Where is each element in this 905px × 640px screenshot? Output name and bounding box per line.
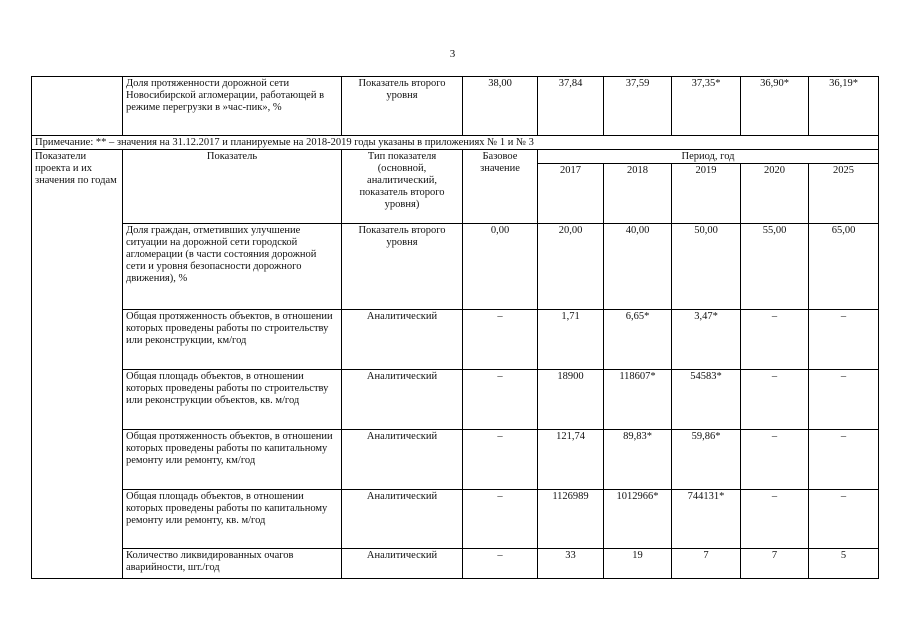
value-2019: 59,86*: [672, 430, 741, 490]
value-2018: 37,59: [604, 77, 672, 136]
indicator-type: Аналитический: [342, 430, 463, 490]
value-2017: 37,84: [538, 77, 604, 136]
indicator-name: Доля протяженности дорожной сети Новосибирской агломерации, работающей в режиме перегрузки в »час-пик», %: [123, 77, 342, 136]
value-2025: –: [809, 490, 879, 549]
value-2020: 55,00: [741, 224, 809, 310]
indicator-name: Общая протяженность объектов, в отношении которых проведены работы по строительству или реконструкции, км/год: [123, 310, 342, 370]
value-2019: 54583*: [672, 370, 741, 430]
base-value: –: [463, 430, 538, 490]
value-2017: 1,71: [538, 310, 604, 370]
value-2025: –: [809, 310, 879, 370]
base-value: –: [463, 549, 538, 579]
value-2018: 40,00: [604, 224, 672, 310]
value-2018: 1012966*: [604, 490, 672, 549]
value-2020: –: [741, 370, 809, 430]
indicators-table: [31, 76, 879, 579]
header-year-2017: 2017: [538, 164, 604, 224]
table-row: [32, 370, 879, 430]
indicator-type: Аналитический: [342, 549, 463, 579]
table-row: [32, 549, 879, 579]
indicator-type: Показатель второго уровня: [342, 77, 463, 136]
header-year-2019: 2019: [672, 164, 741, 224]
note-row: [32, 136, 879, 150]
value-2020: –: [741, 310, 809, 370]
table-row: [32, 224, 879, 310]
value-2019: 7: [672, 549, 741, 579]
header-year-2018: 2018: [604, 164, 672, 224]
table-row: [32, 490, 879, 549]
table-row: [32, 77, 879, 136]
indicator-name: Общая площадь объектов, в отношении которых проведены работы по капитальному ремонту или ремонту, кв. м/год: [123, 490, 342, 549]
value-2020: 36,90*: [741, 77, 809, 136]
value-2017: 33: [538, 549, 604, 579]
value-2025: 36,19*: [809, 77, 879, 136]
value-2019: 3,47*: [672, 310, 741, 370]
header-indicator: Показатель: [123, 150, 342, 224]
value-2025: –: [809, 370, 879, 430]
value-2017: 1126989: [538, 490, 604, 549]
indicator-name: Доля граждан, отметивших улучшение ситуации на дорожной сети городской агломерации (в части состояния дорожной сети и уровня безопасности дорожного движения), %: [123, 224, 342, 310]
header-row: [32, 150, 879, 164]
base-value: –: [463, 490, 538, 549]
table-row: [32, 310, 879, 370]
value-2019: 37,35*: [672, 77, 741, 136]
value-2025: 5: [809, 549, 879, 579]
value-2020: –: [741, 490, 809, 549]
value-2018: 89,83*: [604, 430, 672, 490]
value-2018: 118607*: [604, 370, 672, 430]
indicator-type: Аналитический: [342, 310, 463, 370]
page-number: 3: [449, 48, 456, 60]
indicator-name: Количество ликвидированных очагов аварийности, шт./год: [123, 549, 342, 579]
value-2019: 50,00: [672, 224, 741, 310]
indicator-name: Общая площадь объектов, в отношении которых проведены работы по строительству или реконструкции объектов, кв. м/год: [123, 370, 342, 430]
base-value: –: [463, 370, 538, 430]
value-2017: 18900: [538, 370, 604, 430]
header-year-2020: 2020: [741, 164, 809, 224]
value-2017: 20,00: [538, 224, 604, 310]
value-2025: –: [809, 430, 879, 490]
header-period: Период, год: [538, 150, 879, 164]
value-2019: 744131*: [672, 490, 741, 549]
indicator-name: Общая протяженность объектов, в отношении которых проведены работы по капитальному ремонту или ремонту, км/год: [123, 430, 342, 490]
empty-cell: [32, 77, 123, 136]
base-value: –: [463, 310, 538, 370]
value-2020: –: [741, 430, 809, 490]
group-label: Показатели проекта и их значения по годам: [32, 150, 123, 579]
header-year-2025: 2025: [809, 164, 879, 224]
value-2020: 7: [741, 549, 809, 579]
indicator-type: Показатель второго уровня: [342, 224, 463, 310]
value-2017: 121,74: [538, 430, 604, 490]
table-row: [32, 430, 879, 490]
base-value: 0,00: [463, 224, 538, 310]
note-text: Примечание: ** – значения на 31.12.2017 и планируемые на 2018-2019 годы указаны в приложениях № 1 и № 3: [32, 136, 879, 150]
value-2025: 65,00: [809, 224, 879, 310]
header-base: Базовое значение: [463, 150, 538, 224]
header-type: Тип показателя (основной, аналитический, показатель второго уровня): [342, 150, 463, 224]
base-value: 38,00: [463, 77, 538, 136]
indicator-type: Аналитический: [342, 490, 463, 549]
value-2018: 6,65*: [604, 310, 672, 370]
indicator-type: Аналитический: [342, 370, 463, 430]
value-2018: 19: [604, 549, 672, 579]
